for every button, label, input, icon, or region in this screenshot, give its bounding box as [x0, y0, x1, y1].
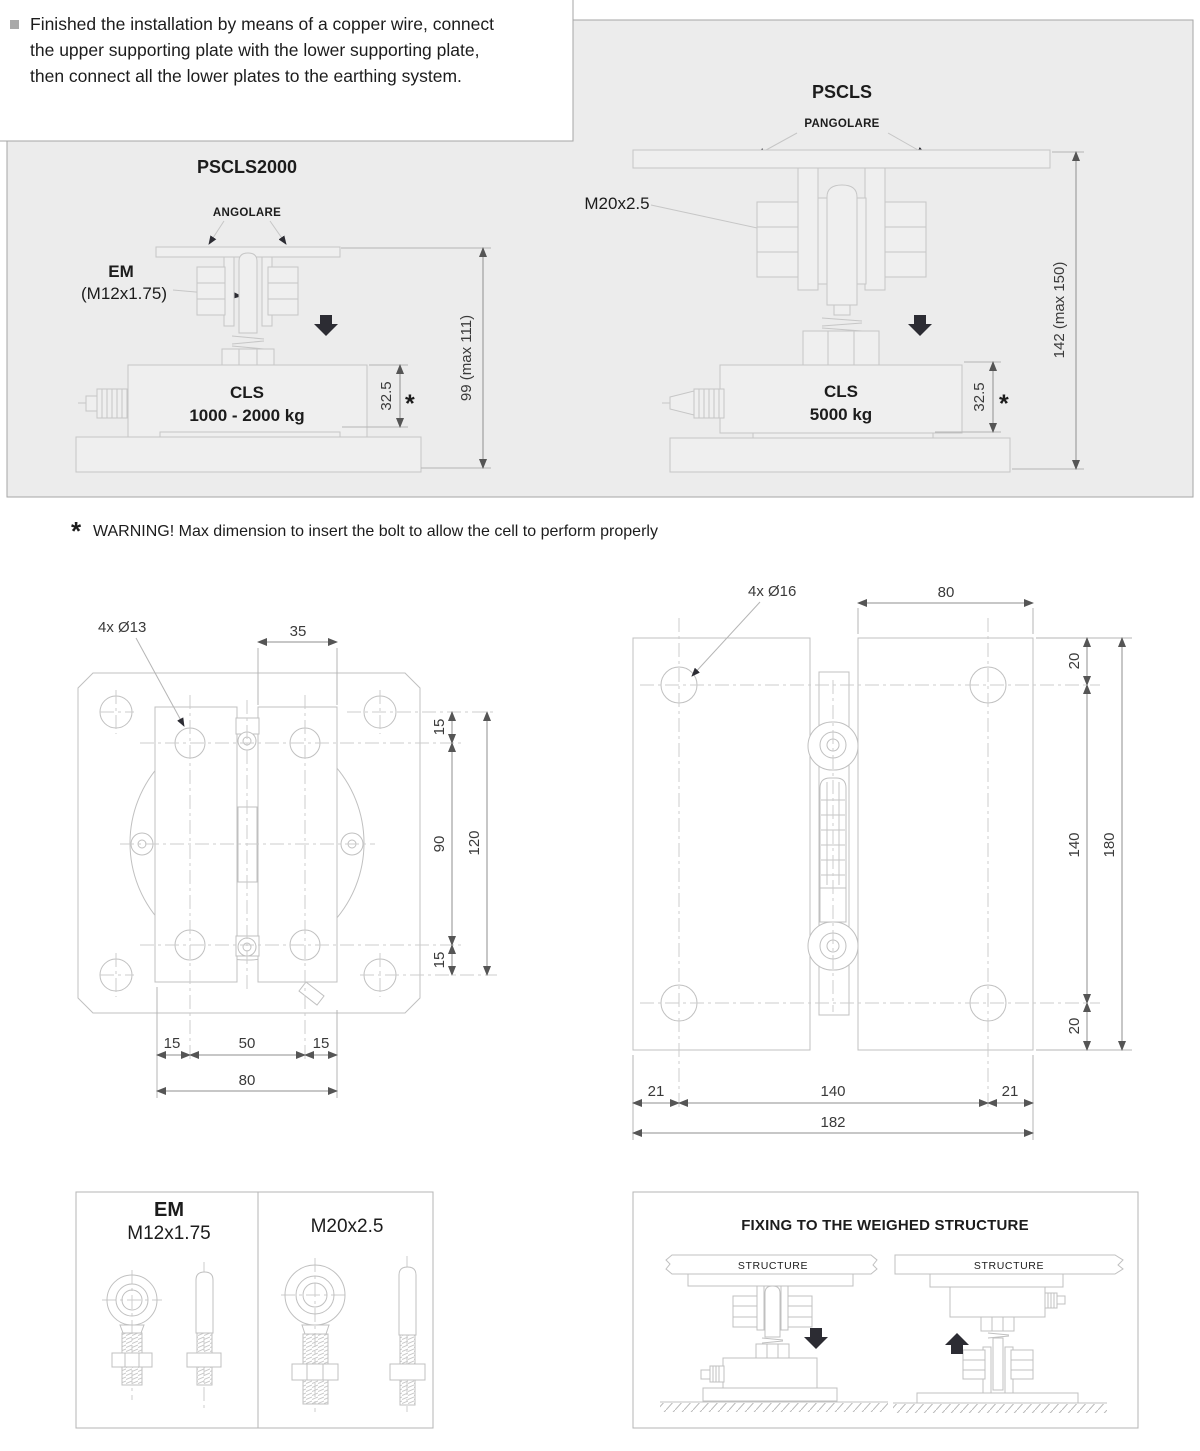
- cls5000-name: CLS: [824, 382, 858, 401]
- em-label: EM: [108, 262, 134, 281]
- cls5000-capacity: 5000 kg: [809, 405, 873, 424]
- dim-142-max: 142 (max 150): [1051, 261, 1068, 359]
- down-arrow-icon: [804, 1328, 828, 1349]
- fixing-left-diagram: [660, 1255, 888, 1412]
- dim-90: 90: [431, 835, 448, 853]
- dim-20-top: 20: [1066, 652, 1083, 670]
- fixing-right-diagram: [893, 1255, 1123, 1413]
- note-line-3: then connect all the lower plates to the earthing system.: [30, 66, 462, 86]
- warning-note: [71, 516, 658, 546]
- dim-15-top: 15: [431, 718, 448, 736]
- angolare-label: ANGOLARE: [212, 207, 282, 219]
- structure-label-right: STRUCTURE: [973, 1260, 1045, 1272]
- em-size: M12x1.75: [127, 1223, 211, 1244]
- dim-50: 50: [238, 1035, 256, 1052]
- hole-label-16: 4x Ø16: [748, 583, 797, 600]
- installation-note: [10, 14, 494, 86]
- cls2000-name: CLS: [230, 383, 264, 402]
- fixing-panel: [633, 1192, 1138, 1428]
- dim-35: 35: [289, 623, 307, 640]
- m20-size: M20x2.5: [310, 1216, 384, 1237]
- pscls-plan-view: [633, 583, 1132, 1140]
- dim-15-bl: 15: [163, 1035, 181, 1052]
- em-thread-label: (M12x1.75): [81, 284, 167, 303]
- asterisk-right: *: [999, 390, 1009, 418]
- dim-99-max: 99 (max 111): [458, 314, 475, 402]
- dim-15-br: 15: [312, 1035, 330, 1052]
- dim-140-right: 140: [1066, 832, 1083, 858]
- asterisk-left: *: [405, 390, 415, 418]
- dim-120: 120: [466, 830, 483, 856]
- note-line-1: Finished the installation by means of a copper wire, connect: [30, 14, 495, 34]
- fixing-title: FIXING TO THE WEIGHED STRUCTURE: [741, 1217, 1029, 1234]
- dim-80-top: 80: [937, 584, 955, 601]
- cls2000-capacity: 1000 - 2000 kg: [189, 406, 305, 425]
- dim-15-bottom: 15: [431, 951, 448, 969]
- pscls-title: PSCLS: [811, 82, 873, 102]
- ground-hatching: [893, 1404, 1107, 1413]
- pangolare-label: PANGOLARE: [804, 118, 880, 130]
- dim-80: 80: [238, 1072, 256, 1089]
- thread-panel: [76, 1192, 433, 1428]
- note-line-2: the upper supporting plate with the lower supporting plate,: [30, 40, 480, 60]
- pscls2000-title: PSCLS2000: [196, 157, 298, 177]
- warning-text: WARNING! Max dimension to insert the bolt to allow the cell to perform properly: [93, 523, 658, 540]
- m20-label: M20x2.5: [584, 194, 650, 213]
- dim-32-5-left: 32.5: [378, 381, 395, 411]
- pscls2000-plan-view: [78, 619, 497, 1098]
- dim-180: 180: [1101, 832, 1118, 858]
- warning-star: *: [71, 516, 82, 546]
- em-title: EM: [154, 1199, 184, 1221]
- structure-label-left: STRUCTURE: [737, 1260, 809, 1272]
- bullet-icon: [10, 20, 19, 29]
- dim-21-left: 21: [647, 1083, 665, 1100]
- dim-32-5-right: 32.5: [971, 382, 988, 412]
- ground-hatching: [660, 1403, 888, 1412]
- dim-21-right: 21: [1001, 1083, 1019, 1100]
- dim-20-bottom: 20: [1066, 1017, 1083, 1035]
- dim-182: 182: [820, 1114, 846, 1131]
- hole-label-13: 4x Ø13: [98, 619, 147, 636]
- dim-140-bottom: 140: [820, 1083, 846, 1100]
